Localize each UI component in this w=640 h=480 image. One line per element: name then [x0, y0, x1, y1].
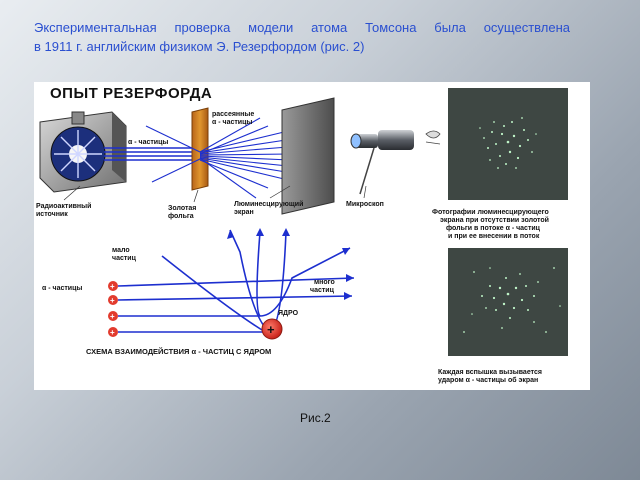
photo-with-foil	[448, 248, 568, 356]
screen-label-1: Люминесцирующий	[234, 201, 304, 208]
plus-sign: +	[110, 296, 115, 305]
plus-sign: +	[110, 328, 115, 337]
scattered-label-1: рассеянные	[212, 111, 255, 118]
scheme-label: СХЕМА ВЗАИМОДЕЙСТВИЯ α - ЧАСТИЦ С ЯДРОМ	[86, 347, 272, 356]
scattered-label-2: α - частицы	[212, 119, 253, 126]
photo-caption-2: экрана при отсутствии золотой	[440, 217, 549, 224]
intro-text	[34, 18, 570, 56]
screen-label-2: экран	[234, 209, 254, 216]
microscope-label: Микроскоп	[346, 201, 384, 208]
flash-caption-1: Каждая вспышка вызывается	[438, 369, 542, 376]
plus-sign: +	[110, 282, 115, 291]
source-label-2: источник	[36, 211, 68, 218]
photo-caption-3: фольги в потоке α - частиц	[446, 225, 540, 232]
luminescent-screen	[282, 98, 334, 214]
nucleus-plus: +	[267, 322, 275, 337]
intro-line-1: Экспериментальная проверка модели атома Томсона была осуществлена	[34, 20, 570, 35]
source-label-1: Радиоактивный	[36, 203, 92, 210]
alpha-beam-label: α - частицы	[128, 139, 169, 146]
scheme-alpha-plus	[110, 282, 115, 337]
plus-sign: +	[110, 312, 115, 321]
few-particles-2: частиц	[112, 255, 136, 262]
photo-caption-1: Фотографии люминесцирующего	[432, 209, 549, 216]
rutherford-figure	[34, 82, 590, 390]
foil-label-2: фольга	[168, 213, 194, 220]
figure-svg	[34, 82, 590, 390]
figure-title: ОПЫТ РЕЗЕРФОРДА	[50, 85, 213, 102]
figure-caption: Рис.2	[300, 411, 331, 425]
photo-without-foil	[448, 88, 568, 200]
scheme-arrowheads	[227, 228, 354, 300]
many-particles-1: много	[314, 279, 335, 286]
alpha-left-label: α - частицы	[42, 285, 83, 292]
scattered-rays	[146, 118, 290, 198]
intro-line-2: в 1911 г. английским физиком Э. Резерфордом (рис. 2)	[34, 39, 365, 54]
flash-caption-2: ударом α - частицы об экран	[438, 377, 539, 384]
foil-label-1: Золотая	[168, 205, 197, 212]
photo-caption-4: и при ее внесении в поток	[448, 233, 540, 240]
few-particles-1: мало	[112, 247, 130, 254]
microscope	[351, 130, 440, 194]
many-particles-2: частиц	[310, 287, 334, 294]
nucleus-label: ЯДРО	[278, 310, 299, 317]
